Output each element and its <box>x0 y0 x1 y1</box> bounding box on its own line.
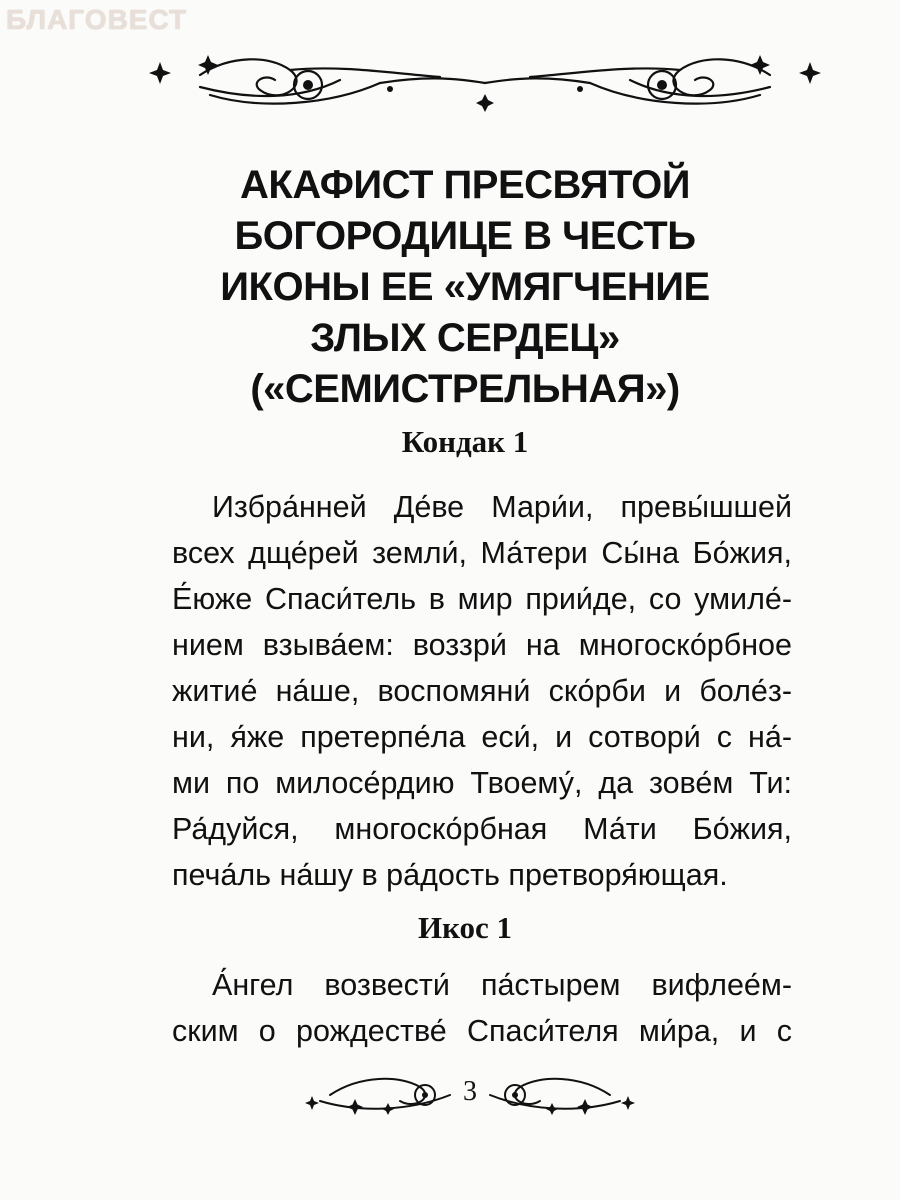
text-line: печа́ль на́шу в ра́дость претворя́ющая. <box>172 858 728 892</box>
text-line: всех дще́рей земли́, Ма́тери Сы́на Бо́жия, <box>172 536 792 570</box>
text-line: Избра́нней Де́ве Мари́и, превы́шшей <box>212 490 792 524</box>
akathist-title <box>150 160 780 415</box>
text-line: Е́юже Спаси́тель в мир прии́де, со умиле́- <box>172 582 792 616</box>
page-number: 3 <box>463 1076 477 1107</box>
ikos-heading: Икос 1 <box>417 910 513 945</box>
title-line: ЗЛЫХ СЕРДЕЦ» <box>310 316 620 360</box>
text-line: Ра́дуйся, многоско́рбная Ма́ти Бо́жия, <box>172 812 792 846</box>
title-line: ИКОНЫ ЕЕ «УМЯГЧЕНИЕ <box>220 265 710 309</box>
watermark-logo: БЛАГОВЕСТ <box>6 4 188 35</box>
title-line: АКАФИСТ ПРЕСВЯТОЙ <box>240 163 690 207</box>
text-line: нием взыва́ем: воззри́ на многоско́рбное <box>172 628 792 662</box>
title-line: («СЕМИСТРЕЛЬНАЯ») <box>250 367 680 411</box>
kondak-heading: Кондак 1 <box>401 424 529 459</box>
text-line: ми по милосе́рдию Твоему́, да зове́м Ти: <box>172 766 792 800</box>
text-line: ским о рождестве́ Спаси́теля ми́ра, и с <box>172 1014 792 1048</box>
text-line: житие́ на́ше, воспомяни́ ско́рби и боле́з- <box>172 674 792 708</box>
ikos-text <box>172 962 792 1054</box>
title-line: БОГОРОДИЦЕ В ЧЕСТЬ <box>234 214 696 258</box>
text-line: А́нгел возвести́ па́стырем вифлее́м- <box>212 968 792 1002</box>
text-line: ни, я́же претерпе́ла еси́, и сотвори́ с на́- <box>172 720 792 754</box>
top-ornament <box>140 45 830 115</box>
kondak-text <box>172 484 792 898</box>
